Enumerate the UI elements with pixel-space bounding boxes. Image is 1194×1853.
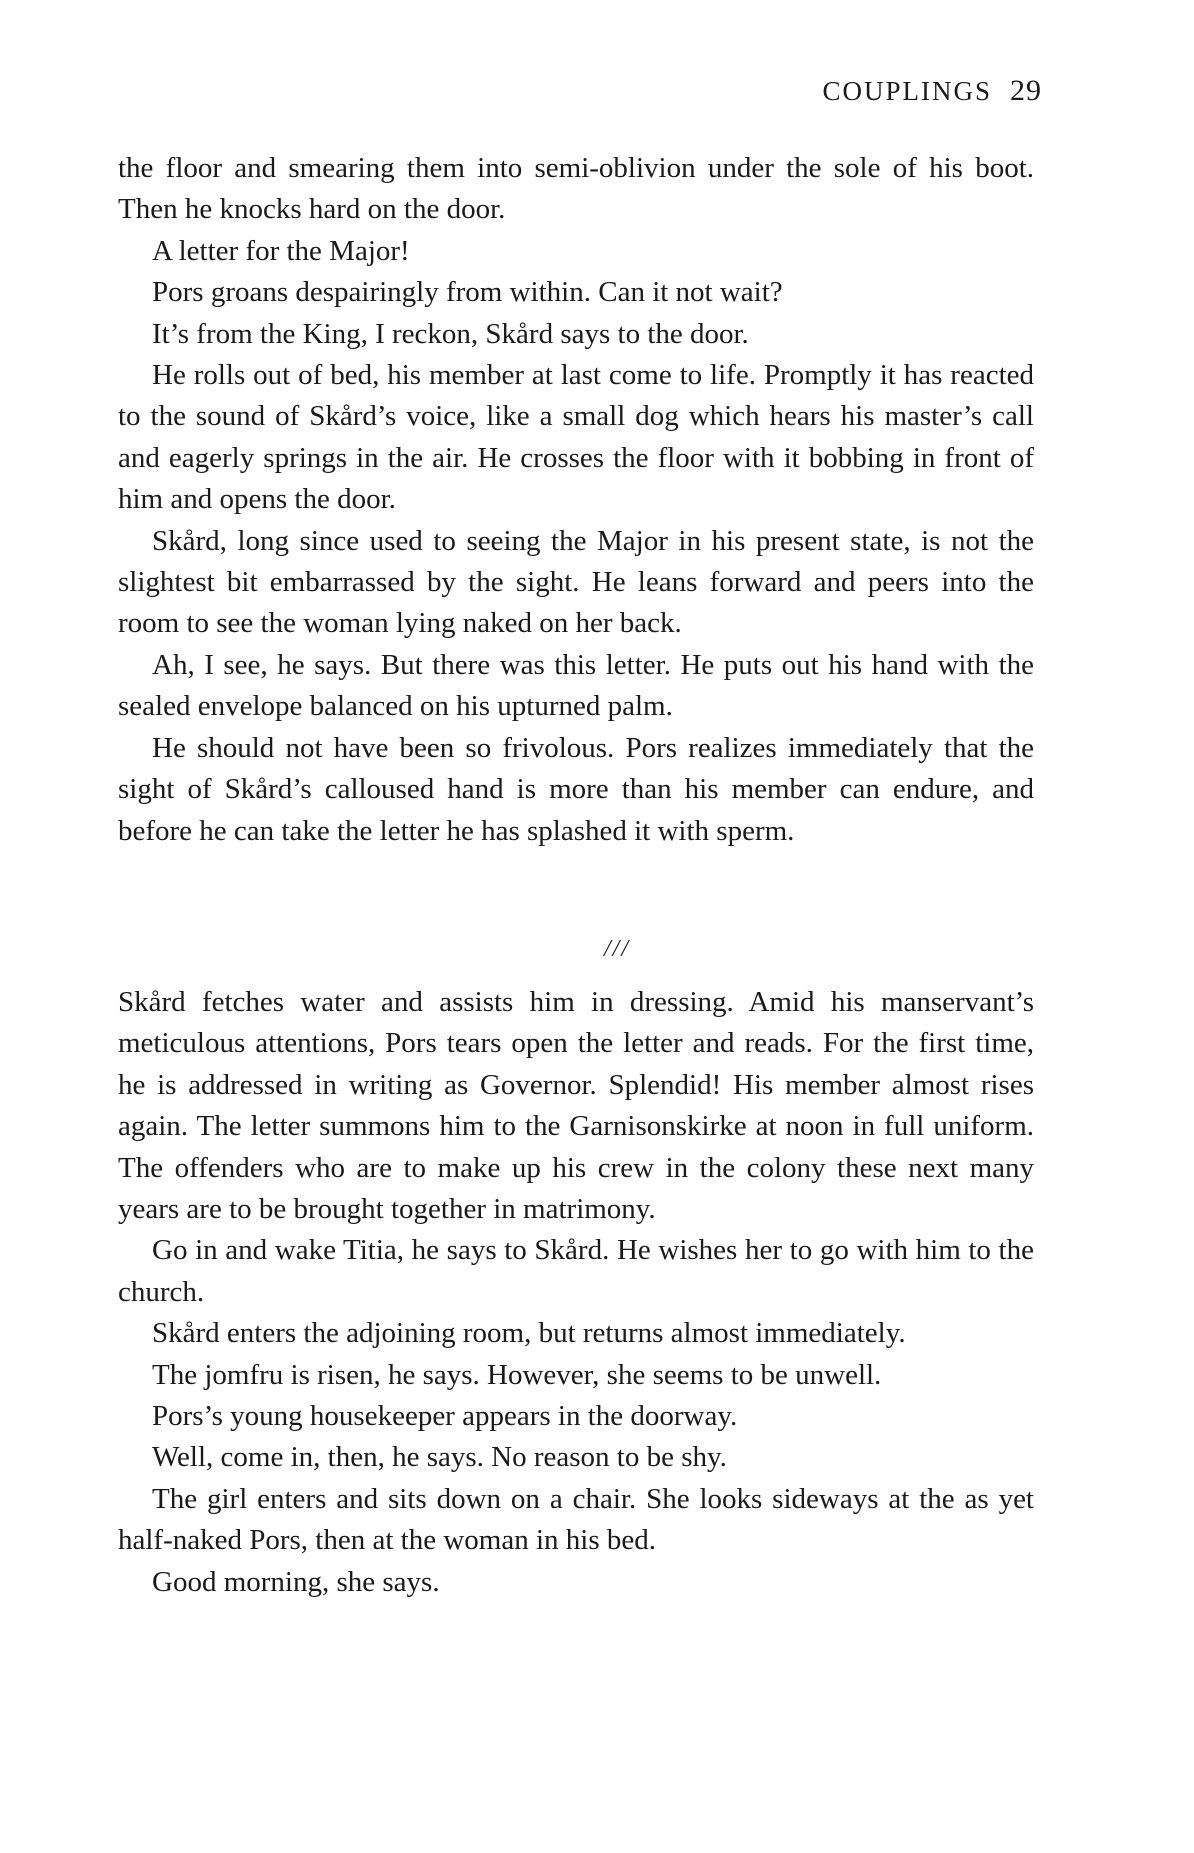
paragraph: Go in and wake Titia, he says to Skård. He wishes her to go with him to the church. xyxy=(118,1234,1034,1308)
paragraph: Pors’s young housekeeper appears in the doorway. xyxy=(152,1400,738,1433)
paragraph: The girl enters and sits down on a chair. She looks sideways at the as yet half-naked Pors, then at the woman in his bed. xyxy=(118,1482,1034,1557)
paragraph: Good morning, she says. xyxy=(152,1565,440,1598)
section-one-text xyxy=(118,148,1034,852)
paragraph: Well, come in, then, he says. No reason to be shy. xyxy=(152,1441,727,1474)
paragraph: Skård, long since used to seeing the Major in his present state, is not the slightest bit embarrassed by the sight. He leans forward and peers into the room to see the woman lying naked on her back. xyxy=(118,524,1034,640)
section-break-ornament: /// xyxy=(603,936,630,962)
paragraph: the floor and smearing them into semi-oblivion under the sole of his boot. Then he knocks hard on the door. xyxy=(118,152,1034,226)
paragraph: It’s from the King, I reckon, Skård says to the door. xyxy=(152,317,749,350)
running-title: COUPLINGS xyxy=(822,76,992,106)
page-number: 29 xyxy=(1010,74,1042,107)
section-two-text xyxy=(118,982,1034,1603)
paragraph: The jomfru is risen, he says. However, she seems to be unwell. xyxy=(152,1358,882,1391)
paragraph: Skård fetches water and assists him in dressing. Amid his manservant’s meticulous attentions, Pors tears open the letter and reads. For the first time, he is addressed in writing as Governor. Splendid! His member almost rises again. The letter summons him to the Garnisonskirke at noon in full uniform. The offenders who are to make up his crew in the colony these next many years are to be brought together in matrimony. xyxy=(118,986,1034,1226)
paragraph: He rolls out of bed, his member at last come to life. Promptly it has reacted to the sound of Skård’s voice, like a small dog which hears his master’s call and eagerly springs in the air. He crosses the floor with it bobbing in front of him and opens the door. xyxy=(118,359,1034,516)
paragraph: He should not have been so frivolous. Pors realizes immediately that the sight of Skård’s calloused hand is more than his member can endure, and before he can take the letter he has splashed it with sperm. xyxy=(118,731,1034,847)
paragraph: Ah, I see, he says. But there was this letter. He puts out his hand with the sealed envelope balanced on his upturned palm. xyxy=(118,648,1034,723)
paragraph: Skård enters the adjoining room, but returns almost immediately. xyxy=(152,1317,906,1350)
paragraph: A letter for the Major! xyxy=(152,234,410,267)
running-head xyxy=(822,74,1042,108)
paragraph: Pors groans despairingly from within. Can it not wait? xyxy=(152,276,783,309)
